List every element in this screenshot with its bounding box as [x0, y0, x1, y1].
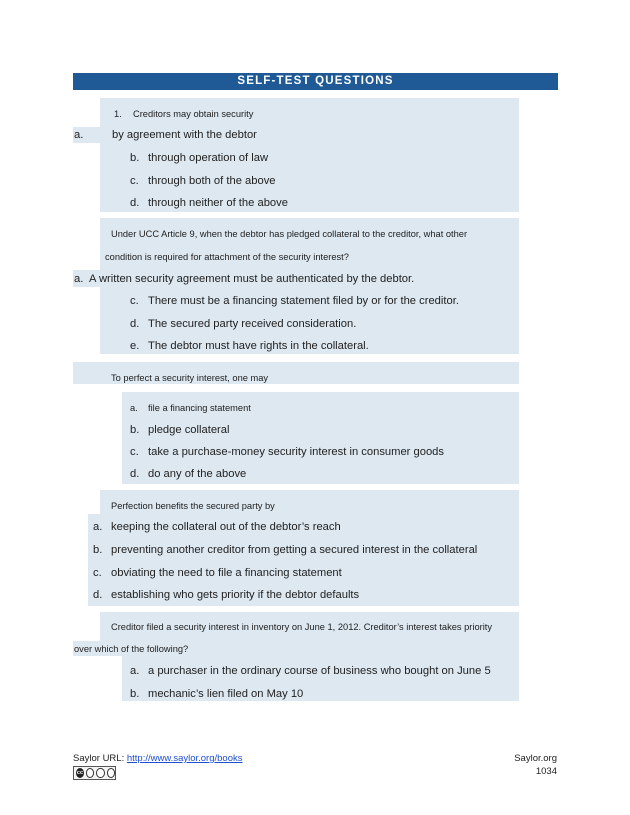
q3-choice-c-marker: c. [130, 446, 139, 458]
question-5-stem-line-1: Creditor filed a security interest in inventory on June 1, 2012. Creditor’s interest takes priority [111, 622, 493, 632]
q4-choice-a-text: keeping the collateral out of the debtor’s reach [111, 521, 341, 533]
q1-choice-b-text: through operation of law [148, 152, 269, 164]
q1-choice-d-text: through neither of the above [148, 197, 288, 209]
q2-choice-d-text: The secured party received consideration. [148, 318, 357, 330]
q1-choice-b-marker: b. [130, 152, 140, 164]
q2-choice-c-marker: c. [130, 295, 139, 307]
q4-choice-c-text: obviating the need to file a financing statement [111, 567, 342, 579]
q4-choice-a-marker: a. [93, 521, 103, 533]
q3-choice-b-text: pledge collateral [148, 424, 230, 436]
question-2-stem-line-2: condition is required for attachment of the security interest? [105, 252, 349, 262]
q3-choice-c-text: take a purchase-money security interest in consumer goods [148, 446, 444, 458]
footer-url-link[interactable]: http://www.saylor.org/books [126, 753, 243, 764]
footer-url-label: Saylor URL: [73, 753, 125, 764]
q4-choice-c-marker: c. [93, 567, 102, 579]
q3-choice-d-text: do any of the above [148, 468, 247, 480]
question-1-stem: Creditors may obtain security [133, 109, 254, 119]
q2-choice-d-marker: d. [130, 318, 140, 330]
q3-choice-d-marker: d. [130, 468, 140, 480]
question-3-stem: To perfect a security interest, one may [111, 373, 269, 383]
q5-choice-a-text: a purchaser in the ordinary course of business who bought on June 5 [148, 665, 491, 677]
question-4-stem: Perfection benefits the secured party by [111, 501, 275, 511]
noncommercial-icon [96, 768, 104, 778]
q2-choice-e-text: The debtor must have rights in the collateral. [148, 340, 369, 352]
q2-choice-a-marker: a. [74, 273, 84, 285]
q1-choice-a-text: by agreement with the debtor [112, 129, 257, 141]
question-2-stem-line-1: Under UCC Article 9, when the debtor has pledged collateral to the creditor, what other [111, 229, 468, 239]
q1-choice-d-marker: d. [130, 197, 140, 209]
q2-choice-e-marker: e. [130, 340, 140, 352]
question-5-stem-line-2: over which of the following? [74, 644, 189, 654]
footer-source [73, 753, 243, 765]
page-number: 1034 [535, 766, 557, 777]
q3-choice-a-text: file a financing statement [148, 403, 251, 413]
q4-choice-b-text: preventing another creditor from getting a secured interest in the collateral [111, 544, 478, 556]
q1-choice-c-marker: c. [130, 175, 139, 187]
attribution-icon [86, 768, 94, 778]
footer-site: Saylor.org [514, 753, 557, 764]
sharealike-icon [107, 768, 115, 778]
q3-choice-a-marker: a. [130, 403, 138, 413]
question-1-number: 1. [114, 109, 122, 119]
q4-choice-b-marker: b. [93, 544, 103, 556]
q4-choice-d-text: establishing who gets priority if the debtor defaults [111, 589, 360, 601]
cc-logo-icon: cc [76, 770, 84, 776]
q5-choice-b-text: mechanic’s lien filed on May 10 [148, 688, 304, 700]
q5-choice-a-marker: a. [130, 665, 140, 677]
q2-choice-a-text: A written security agreement must be authenticated by the debtor. [89, 273, 415, 285]
section-title-bar [73, 73, 558, 90]
q5-choice-b-marker: b. [130, 688, 140, 700]
q2-choice-c-text: There must be a financing statement filed by or for the creditor. [148, 295, 459, 307]
q4-choice-d-marker: d. [93, 589, 103, 601]
q3-choice-b-marker: b. [130, 424, 140, 436]
section-title: SELF-TEST QUESTIONS [237, 75, 394, 87]
q1-choice-a-marker: a. [74, 129, 84, 141]
license-badge [73, 766, 116, 780]
q1-choice-c-text: through both of the above [148, 175, 276, 187]
